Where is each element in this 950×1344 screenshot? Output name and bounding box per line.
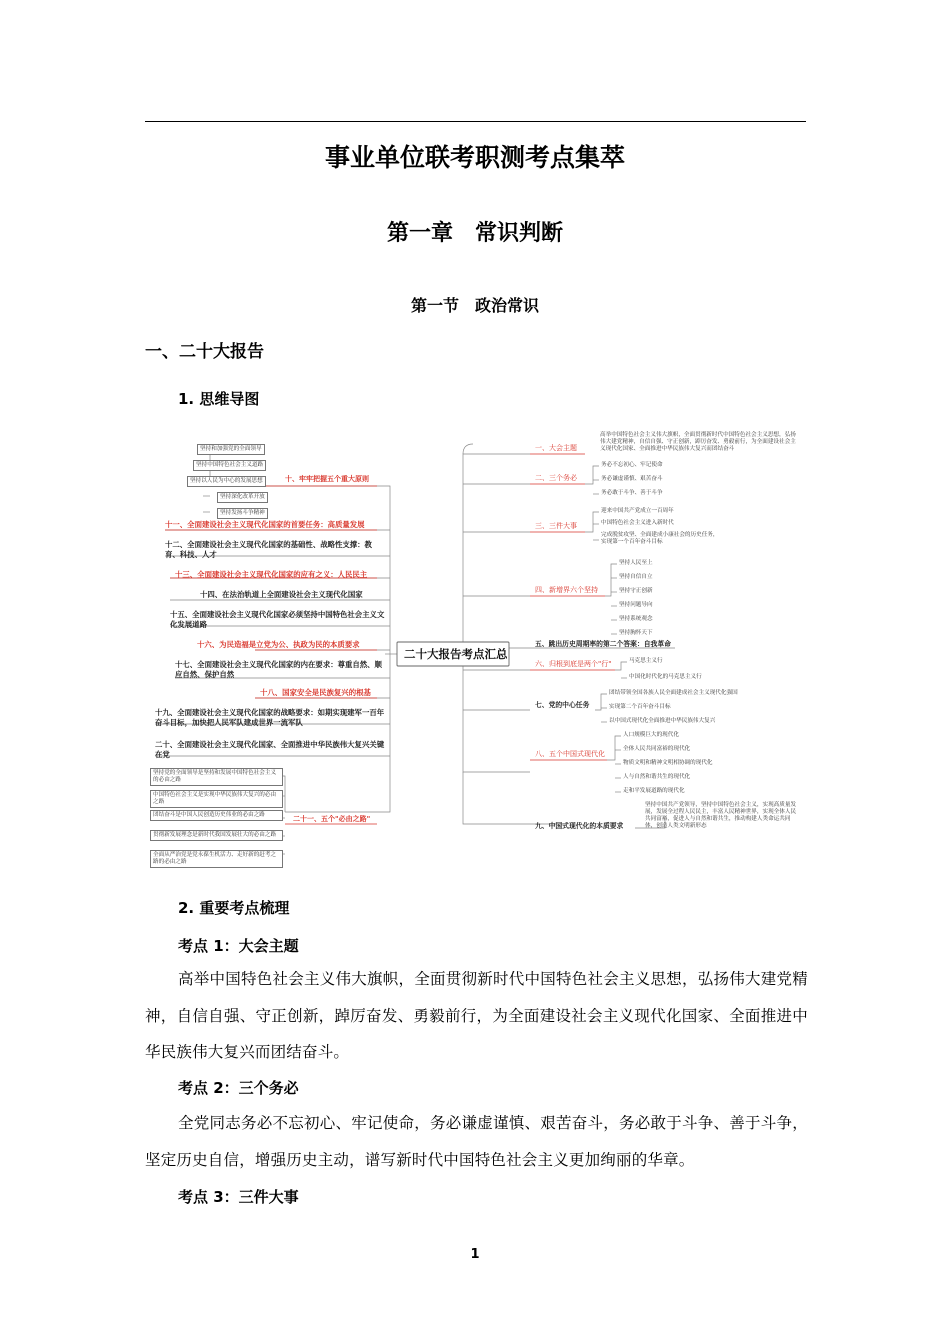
n7-label: 七、党的中心任务 [535, 701, 590, 709]
n4-item: 坚持系统观念 [619, 616, 653, 622]
n6-item: 马克思主义行 [629, 658, 663, 664]
n8-item: 人口规模巨大的现代化 [623, 732, 679, 738]
mind-map-center: 二十大报告考点汇总 [404, 647, 508, 661]
n9-text: 坚持中国共产党领导，坚持中国特色社会主义，实现高质量发展，发展全过程人民民主，丰富人民精神世界，实现全体人民共同富裕，促进人与自然和谐共生，推动构建人类命运共同体，创造人类文明新形态 [645, 802, 797, 829]
n4-label: 四、新增界六个坚持 [535, 586, 598, 594]
n1-label: 一、大会主题 [535, 444, 577, 452]
heading-1: 一、二十大报告 [145, 342, 264, 362]
n3-item: 中国特色社会主义进入新时代 [601, 520, 674, 526]
n8-label: 八、五个中国式现代化 [535, 750, 605, 758]
n6-label: 六、归根到底是两个"行" [535, 660, 612, 668]
chapter-title: 第一章 常识判断 [386, 221, 563, 246]
n2-item: 务必敢于斗争、善于斗争 [601, 490, 663, 496]
n7-item: 团结带领全国各族人民全面建成社会主义现代化强国 [609, 690, 738, 696]
n4-item: 坚持人民至上 [619, 560, 653, 566]
header-rule [145, 121, 806, 122]
n20-label: 二十、全面建设社会主义现代化国家、全面推进中华民族伟大复兴关键在党 [155, 740, 385, 759]
n3-label: 三、三件大事 [535, 522, 577, 530]
n12-label: 十二、全面建设社会主义现代化国家的基础性、战略性支撑：教育、科技、人才 [165, 540, 372, 559]
n9-label: 九、中国式现代化的本质要求 [535, 822, 624, 830]
n8-item: 走和平发展道路的现代化 [623, 788, 685, 794]
n5-label: 五、跳出历史周期率的第二个答案：自我革命 [535, 640, 671, 648]
n18-label: 十八、国家安全是民族复兴的根基 [260, 688, 371, 697]
n2-item: 务必不忘初心、牢记使命 [601, 462, 663, 468]
point-1-label: 考点 1：大会主题 [178, 937, 299, 955]
point-3-label: 考点 3：三件大事 [178, 1188, 299, 1206]
n11-label: 十一、全面建设社会主义现代化国家的首要任务：高质量发展 [165, 520, 365, 529]
point-2-text: 全党同志务必不忘初心、牢记使命，务必谦虚谨慎、艰苦奋斗，务必敢于斗争、善于斗争，坚定历史自信，增强历史主动，谱写新时代中国特色社会主义更加绚丽的华章。 [145, 1114, 808, 1169]
n8-item: 全体人民共同富裕的现代化 [623, 746, 691, 752]
n4-item: 坚持胸怀天下 [619, 630, 653, 636]
mind-map-figure [145, 424, 808, 876]
n10-item: 坚持发扬斗争精神 [217, 508, 268, 519]
n2-item: 务必谦虚谨慎、艰苦奋斗 [601, 476, 663, 482]
n7-item: 实现第二个百年奋斗目标 [609, 704, 671, 710]
n19-label: 十九、全面建设社会主义现代化国家的战略要求：如期实现建军一百年奋斗目标，加快把人民军队建成世界一流军队 [155, 708, 385, 727]
n3-item: 完成脱贫攻坚、全面建成小康社会的历史任务，实现第一个百年奋斗目标 [601, 532, 719, 545]
n8-item: 物质文明和精神文明相协调的现代化 [623, 760, 713, 766]
n21-item: 中国特色社会主义是实现中华民族伟大复兴的必由之路 [150, 790, 283, 808]
subheading-points: 2. 重要考点梳理 [178, 899, 290, 917]
n10-item: 坚持深化改革开放 [217, 492, 268, 503]
n6-item: 中国化时代化的马克思主义行 [629, 674, 702, 680]
n17-label: 十七、全面建设社会主义现代化国家的内在要求：尊重自然、顺应自然、保护自然 [175, 660, 382, 679]
n21-item: 团结奋斗是中国人民创造历史伟业的必由之路 [150, 810, 283, 821]
n4-item: 坚持问题导向 [619, 602, 653, 608]
n13-label: 十三、全面建设社会主义现代化国家的应有之义：人民民主 [175, 570, 368, 579]
n10-item: 坚持以人民为中心的发展思想 [187, 476, 266, 487]
n4-item: 坚持自信自立 [619, 574, 653, 580]
n14-label: 十四、在法治轨道上全面建设社会主义现代化国家 [200, 590, 363, 599]
page-number: 1 [470, 1247, 480, 1262]
n21-item: 全面从严治党是党永葆生机活力、走好新的赶考之路的必由之路 [150, 850, 283, 868]
n4-item: 坚持守正创新 [619, 588, 653, 594]
n21-item: 贯彻新发展理念是新时代我国发展壮大的必由之路 [150, 830, 283, 841]
n2-label: 二、三个务必 [535, 474, 577, 482]
document-title: 事业单位联考职测考点集萃 [324, 143, 625, 172]
n10-label: 十、牢牢把握五个重大原则 [285, 475, 369, 483]
n15-label: 十五、全面建设社会主义现代化国家必须坚持中国特色社会主义文化发展道路 [170, 610, 385, 629]
n8-item: 人与自然和谐共生的现代化 [623, 774, 691, 780]
n16-label: 十六、为民造福是立党为公、执政为民的本质要求 [197, 640, 360, 649]
n21-item: 坚持党的全面领导是坚持和发展中国特色社会主义的必由之路 [150, 768, 283, 786]
subheading-mindmap: 1. 思维导图 [178, 390, 260, 408]
n10-item: 坚持中国特色社会主义道路 [193, 460, 266, 471]
section-title: 第一节 政治常识 [410, 296, 539, 315]
point-1-text: 高举中国特色社会主义伟大旗帜，全面贯彻新时代中国特色社会主义思想，弘扬伟大建党精神，自信自强、守正创新，踔厉奋发、勇毅前行，为全面建设社会主义现代化国家、全面推进中华民族伟大复兴而团结奋斗。 [145, 970, 808, 1061]
n10-item: 坚持和加强党的全面领导 [197, 444, 265, 455]
n21-label: 二十一、五个"必由之路" [293, 815, 371, 823]
point-2-label: 考点 2：三个务必 [178, 1079, 299, 1097]
n7-item: 以中国式现代化全面推进中华民族伟大复兴 [609, 718, 716, 724]
n3-item: 迎来中国共产党成立一百周年 [601, 508, 674, 514]
n1-text: 高举中国特色社会主义伟大旗帜，全面贯彻新时代中国特色社会主义思想，弘扬伟大建党精神，自信自强、守正创新，踔厉奋发、勇毅前行，为全面建设社会主义现代化国家、全面推进中华民族伟大复兴而团结奋斗 [600, 432, 796, 452]
